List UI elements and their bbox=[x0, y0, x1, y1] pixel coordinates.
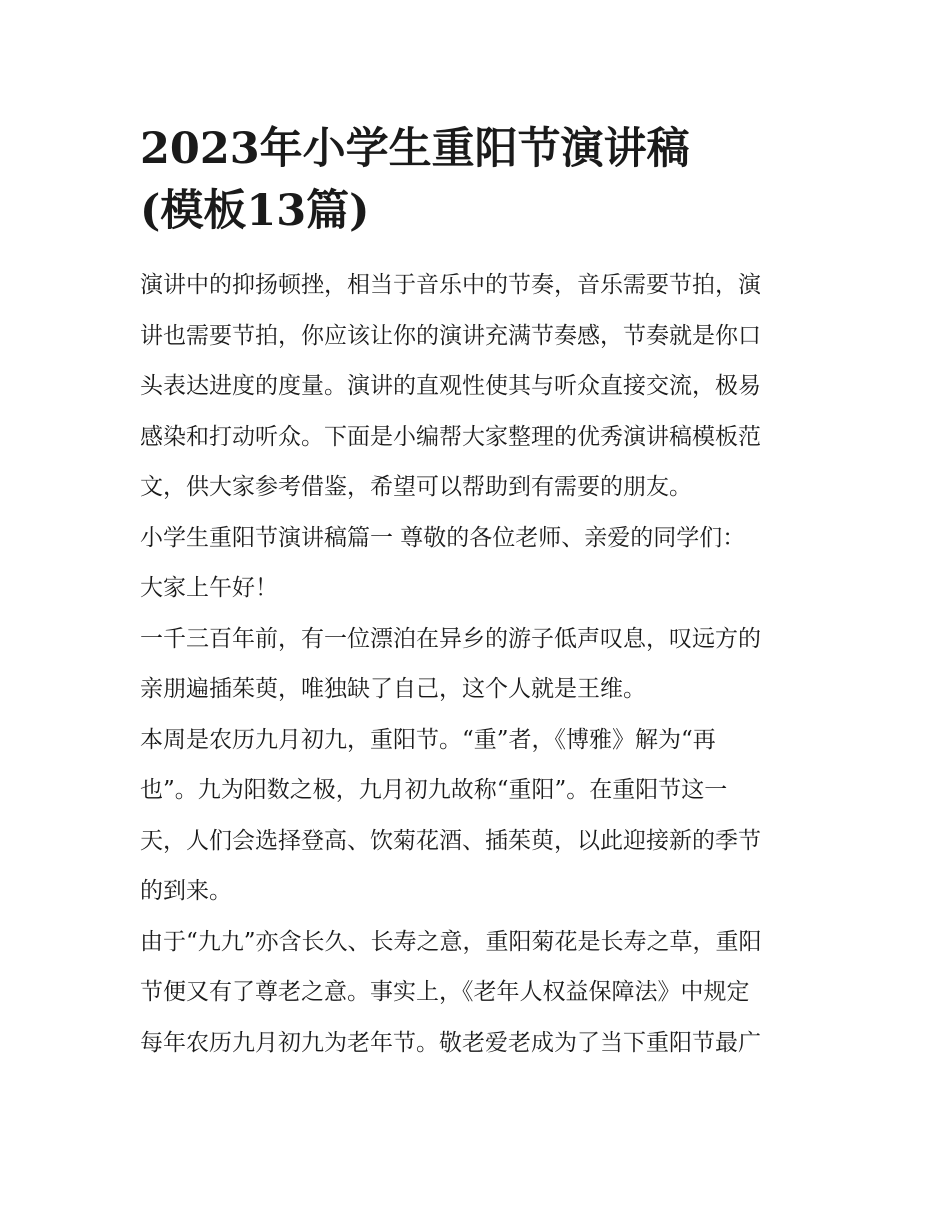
title-line-1: 2023年小学生重阳节演讲稿 bbox=[140, 124, 690, 174]
section-heading-paragraph: 小学生重阳节演讲稿篇一 尊敬的各位老师、亲爱的同学们： bbox=[140, 524, 746, 551]
title-line-2: (模板13篇) bbox=[140, 186, 370, 236]
body-paragraph-2: 本周是农历九月初九，重阳节。“重”者，《博雅》解为“再 也”。九为阳数之极，九月初九故称“重阳”。在重阳节这一 天，人们会选择登高、饮菊花酒、插茱萸，以此迎接新的季节 的到来。 bbox=[140, 726, 761, 904]
intro-paragraph: 演讲中的抑扬顿挫，相当于音乐中的节奏，音乐需要节拍，演 讲也需要节拍，你应该让你的演讲充满节奏感，节奏就是你口 头表达进度的度量。演讲的直观性使其与听众直接交流，极易 感染和打动听众。下面是小编帮大家整理的优秀演讲稿模板范 文，供大家参考借鉴，希望可以帮助到有需要的朋友。 bbox=[140, 272, 761, 500]
greeting-paragraph: 大家上午好！ bbox=[140, 575, 278, 601]
body-paragraph-1: 一千三百年前，有一位漂泊在异乡的游子低声叹息，叹远方的 亲朋遍插茱萸，唯独缺了自己，这个人就是王维。 bbox=[140, 625, 761, 702]
body-paragraph-3: 由于“九九”亦含长久、长寿之意，重阳菊花是长寿之草，重阳 节便又有了尊老之意。事实上，《老年人权益保障法》中规定 每年农历九月初九为老年节。敬老爱老成为了当下重阳节最广 bbox=[140, 928, 762, 1056]
document-title bbox=[140, 118, 820, 242]
document-content bbox=[140, 118, 820, 1068]
